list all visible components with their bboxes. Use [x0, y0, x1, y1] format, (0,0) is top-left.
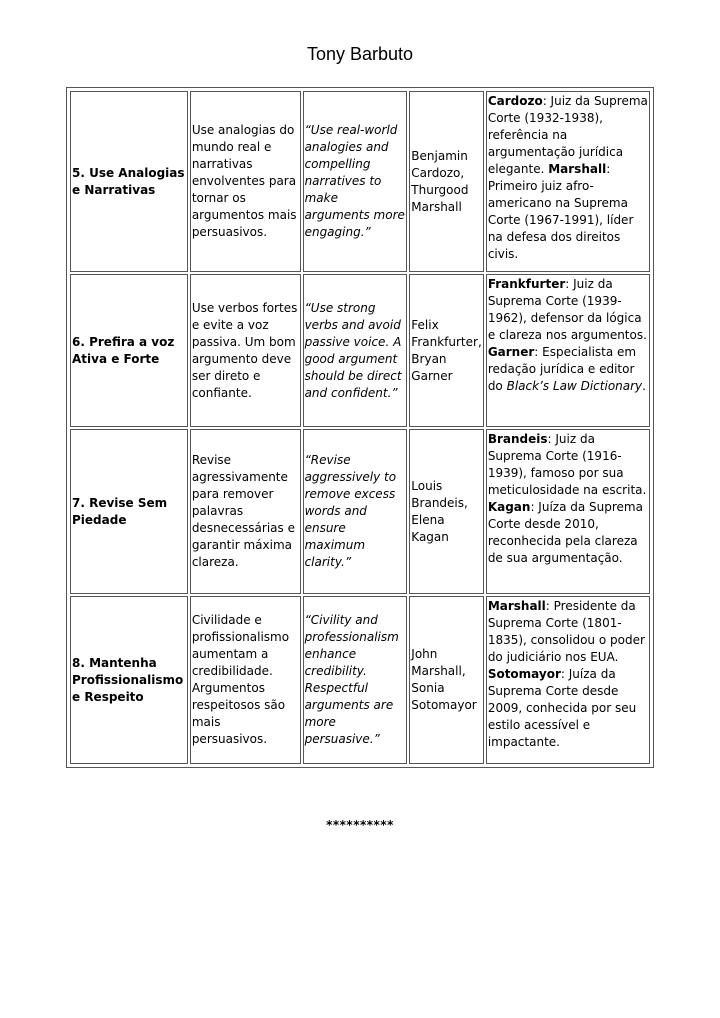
description-cell: Use analogias do mundo real e narrativas envolventes para tornar os argumentos mais persuasivos.	[190, 91, 301, 272]
bio-name: Cardozo	[487, 94, 543, 108]
names-cell: Louis Brandeis, Elena Kagan	[409, 429, 484, 594]
bio-cell	[486, 429, 650, 594]
names-cell: Benjamin Cardozo, Thurgood Marshall	[409, 91, 484, 272]
table-row	[70, 596, 650, 764]
bio-text: : Primeiro juiz afro-americano na Suprema Corte (1967-1991), líder na defesa dos direitos civis.	[487, 162, 634, 261]
bio-text: : Juíza da Suprema Corte desde 2010, reconhecida pela clareza de sua argumentação.	[487, 500, 643, 565]
bio-cell	[486, 274, 650, 427]
bio-text: : Especialista em redação jurídica e editor do	[487, 345, 637, 393]
bio-cell	[486, 596, 650, 764]
bio-name: Sotomayor	[487, 667, 561, 681]
quote-cell: “Civility and professionalism enhance credibility. Respectful arguments are more persuasive.”	[303, 596, 408, 764]
bio-text: : Juiz da Suprema Corte (1939-1962), defensor da lógica e clareza nos argumentos.	[487, 277, 647, 342]
section-separator: **********	[326, 818, 394, 832]
topic-cell: 5. Use Analogias e Narrativas	[70, 91, 188, 272]
bio-text: : Juiz da Suprema Corte (1916-1939), famoso por sua meticulosidade na escrita.	[487, 432, 647, 497]
bio-cell	[486, 91, 650, 272]
bio-name: Marshall	[548, 162, 607, 176]
bio-name: Kagan	[487, 500, 531, 514]
quote-cell: “Revise aggressively to remove excess words and ensure maximum clarity.”	[303, 429, 408, 594]
bio-name: Brandeis	[487, 432, 548, 446]
description-cell: Use verbos fortes e evite a voz passiva. Um bom argumento deve ser direto e confiante.	[190, 274, 301, 427]
names-cell: Felix Frankfurter, Bryan Garner	[409, 274, 484, 427]
bio-name: Marshall	[487, 599, 546, 613]
bio-text: .	[642, 379, 646, 393]
bio-name: Garner	[487, 345, 535, 359]
quote-cell: “Use strong verbs and avoid passive voice. A good argument should be direct and confident.”	[303, 274, 408, 427]
table-row	[70, 429, 650, 594]
description-cell: Revise agressivamente para remover palavras desnecessárias e garantir máxima clareza.	[190, 429, 301, 594]
bio-text: : Juiz da Suprema Corte (1932-1938), referência na argumentação jurídica elegante.	[487, 94, 648, 176]
table-row	[70, 274, 650, 427]
bio-text: : Juíza da Suprema Corte desde 2009, conhecida por seu estilo acessível e impactante.	[487, 667, 637, 749]
page-header-author: Tony Barbuto	[306, 44, 414, 64]
topic-cell: 8. Mantenha Profissionalismo e Respeito	[70, 596, 188, 764]
bio-book-title: Black’s Law Dictionary	[506, 379, 643, 393]
bio-text: : Presidente da Suprema Corte (1801-1835), consolidou o poder do judiciário nos EUA.	[487, 599, 645, 664]
description-cell: Civilidade e profissionalismo aumentam a credibilidade. Argumentos respeitosos são mais persuasivos.	[190, 596, 301, 764]
quote-cell: “Use real-world analogies and compelling narratives to make arguments more engaging.”	[303, 91, 408, 272]
topic-cell: 7. Revise Sem Piedade	[70, 429, 188, 594]
bio-name: Frankfurter	[487, 277, 566, 291]
topic-cell: 6. Prefira a voz Ativa e Forte	[70, 274, 188, 427]
names-cell: John Marshall, Sonia Sotomayor	[409, 596, 484, 764]
table-row	[70, 91, 650, 272]
principles-table	[66, 87, 654, 768]
